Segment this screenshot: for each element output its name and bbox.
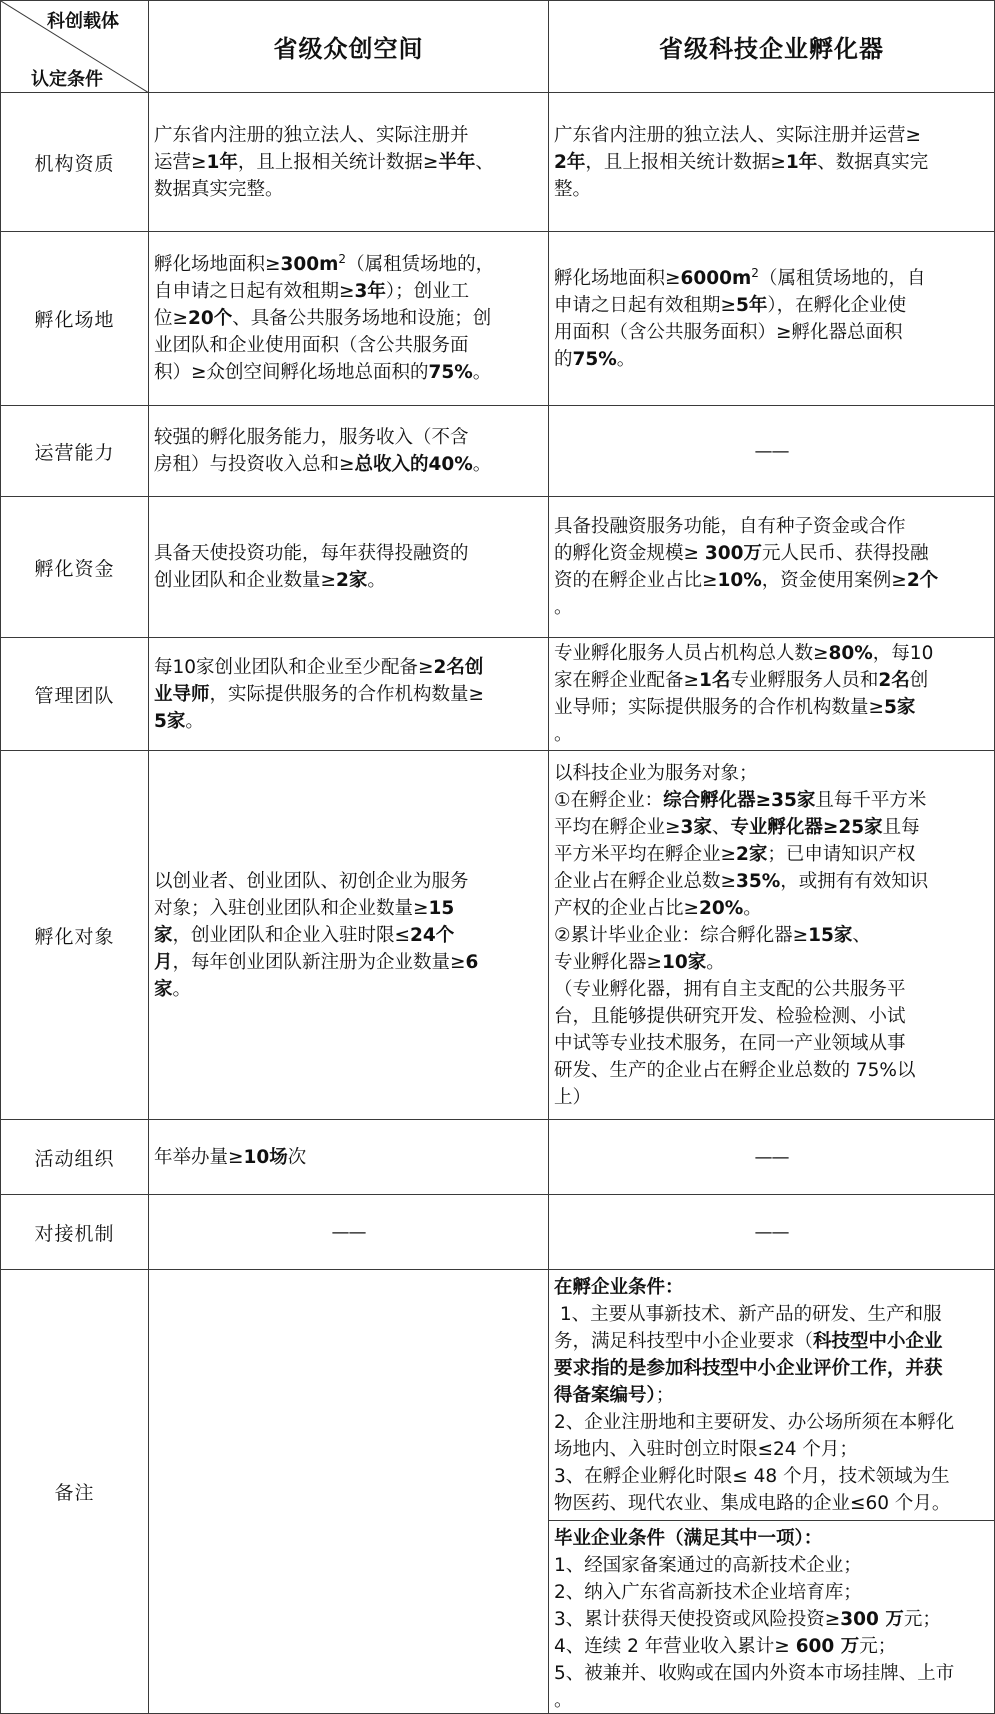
cell-qualification-incubator: 广东省内注册的独立法人、实际注册并运营≥ 2年，且上报相关统计数据≥1年、数据真实完 整。	[549, 93, 995, 232]
cell-operations-maker-space: 较强的孵化服务能力，服务收入（不含 房租）与投资收入总和≥总收入的40%。	[149, 406, 549, 497]
row-label-targets: 孵化对象	[0, 751, 149, 1120]
row-label-operations: 运营能力	[0, 406, 149, 497]
cell-targets-incubator: 以科技企业为服务对象； ①在孵企业：综合孵化器≥35家且每千平方米 平均在孵企业≥3家、专业孵化器≥25家且每 平方米平均在孵企业≥2家；已申请知识产权 企业占在孵企业总数≥35%，或拥有有效知识 产权的企业占比≥20%。 ②累计毕业企业：综合孵化器≥15家、 专业孵化器≥10家。 （专业孵化器，拥有自主支配的公共服务平 台，且能够提供研究开发、检验检测、小试 中试等专业技术服务，在同一产业领域从事 研发、生产的企业占在孵企业总数的 75%以 上）	[549, 751, 995, 1120]
row-label-venue: 孵化场地	[0, 232, 149, 406]
cell-docking-incubator: ——	[549, 1195, 995, 1270]
row-label-funding: 孵化资金	[0, 497, 149, 638]
cell-operations-incubator: ——	[549, 406, 995, 497]
row-label-docking: 对接机制	[0, 1195, 149, 1270]
cell-funding-incubator: 具备投融资服务功能，自有种子资金或合作 的孵化资金规模≥ 300万元人民币、获得投融 资的在孵企业占比≥10%，资金使用案例≥2个 。	[549, 497, 995, 638]
column-header-maker-space: 省级众创空间	[149, 0, 549, 93]
row-label-qualification: 机构资质	[0, 93, 149, 232]
row-label-notes: 备注	[0, 1270, 149, 1714]
cell-notes-graduation-conditions: 毕业企业条件（满足其中一项）： 1、经国家备案通过的高新技术企业； 2、纳入广东省高新技术企业培育库； 3、累计获得天使投资或风险投资≥300 万元； 4、连续 2 年营业收入累计≥ 600 万元； 5、被兼并、收购或在国内外资本市场挂牌、上市 。	[549, 1521, 995, 1714]
cell-qualification-maker-space: 广东省内注册的独立法人、实际注册并 运营≥1年，且上报相关统计数据≥半年、 数据真实完整。	[149, 93, 549, 232]
cell-notes-incubation-conditions: 在孵企业条件： 1、主要从事新技术、新产品的研发、生产和服 务，满足科技型中小企业要求（科技型中小企业 要求指的是参加科技型中小企业评价工作，并获 得备案编号）； 2、企业注册地和主要研发、办公场所须在本孵化 场地内、入驻时创立时限≤24 个月； 3、在孵企业孵化时限≤ 48 个月，技术领域为生 物医药、现代农业、集成电路的企业≤60 个月。	[549, 1270, 995, 1521]
cell-team-incubator: 专业孵化服务人员占机构总人数≥80%，每10 家在孵企业配备≥1名专业孵服务人员和2名创 业导师；实际提供服务的合作机构数量≥5家 。	[549, 638, 995, 751]
corner-header-cell	[0, 0, 149, 93]
cell-team-maker-space: 每10家创业团队和企业至少配备≥2名创 业导师，实际提供服务的合作机构数量≥ 5家。	[149, 638, 549, 751]
cell-activities-incubator: ——	[549, 1120, 995, 1195]
column-header-incubator: 省级科技企业孵化器	[549, 0, 995, 93]
cell-targets-maker-space: 以创业者、创业团队、初创企业为服务 对象；入驻创业团队和企业数量≥15 家，创业团队和企业入驻时限≤24个 月，每年创业团队新注册为企业数量≥6 家。	[149, 751, 549, 1120]
row-label-team: 管理团队	[0, 638, 149, 751]
row-label-activities: 活动组织	[0, 1120, 149, 1195]
corner-label-carrier: 科创载体	[47, 11, 119, 32]
cell-venue-incubator: 孵化场地面积$\ge 6000m^2$（属租赁场地的，自 申请之日起有效租期≥5年），在孵化企业使 用面积（含公共服务面积）≥孵化器总面积 的75%。	[549, 232, 995, 406]
cell-docking-maker-space: ——	[149, 1195, 549, 1270]
cell-funding-maker-space: 具备天使投资功能，每年获得投融资的 创业团队和企业数量≥2家。	[149, 497, 549, 638]
cell-activities-maker-space: 年举办量≥10场次	[149, 1120, 549, 1195]
corner-label-criteria: 认定条件	[31, 69, 103, 90]
cell-notes-maker-space	[149, 1270, 549, 1714]
cell-venue-maker-space: 孵化场地面积$\ge 300m^2$（属租赁场地的， 自申请之日起有效租期≥3年）；创业工 位≥20个、具备公共服务场地和设施；创 业团队和企业使用面积（含公共服务面 积）≥众创空间孵化场地总面积的75%。	[149, 232, 549, 406]
